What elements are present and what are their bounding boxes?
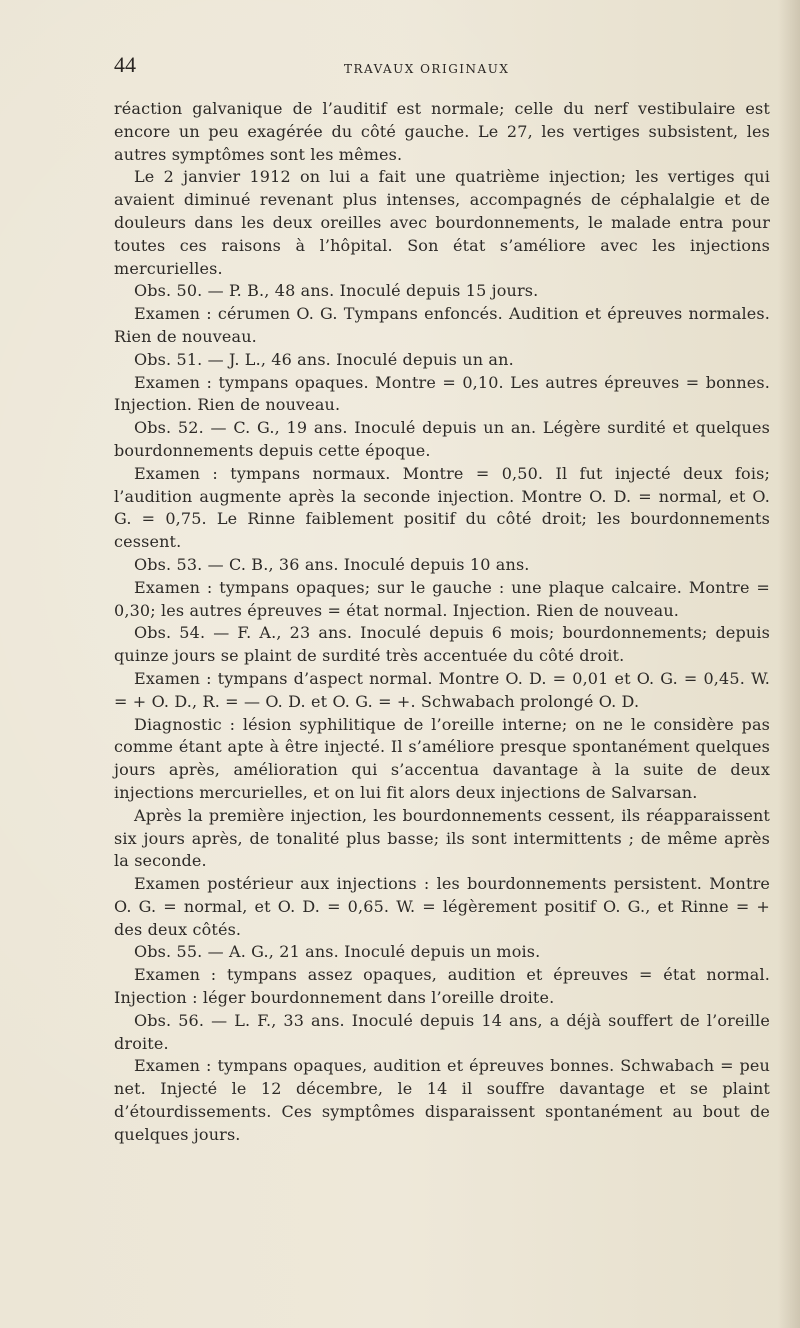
observation-heading: Obs. 55. — A. G., 21 ans. Inoculé depuis un mois. xyxy=(134,942,541,962)
paragraph: Après la première injection, les bourdonnements cessent, ils réapparaissent six jours après, de tonalité plus basse; ils sont intermittents ; de même après la seconde. xyxy=(114,805,770,871)
observation-heading: Obs. 52. — C. G., 19 ans. Inoculé depuis un an. Légère surdité et quelques bourdonnements depuis cette époque. xyxy=(114,418,770,460)
page-number: 44 xyxy=(114,52,136,77)
paragraph: Examen : tympans assez opaques, audition et épreuves = état normal. Injection : léger bourdonnement dans l’oreille droite. xyxy=(114,965,770,1008)
paragraph: Le 2 janvier 1912 on lui a fait une quatrième injection; les vertiges qui avaient diminué revenant plus intenses, accompagnés de céphalalgie et de douleurs dans les deux oreilles avec bourdonnements, le malade entra pour toutes ces raisons à l’hôpital. Son état s’améliore avec les injections mercurielles. xyxy=(114,167,770,278)
paragraph: Examen : tympans opaques, audition et épreuves bonnes. Schwabach = peu net. Injecté le 12 décembre, le 14 il souffre davantage et se plaint d’étourdissements. Ces symptômes disparaissent spontanément au bout de quelques jours. xyxy=(114,1056,770,1144)
observation-heading: Obs. 51. — J. L., 46 ans. Inoculé depuis un an. xyxy=(134,349,514,369)
page-edge-shadow xyxy=(778,0,800,1328)
running-head: TRAVAUX ORIGINAUX xyxy=(344,62,510,76)
body-text xyxy=(114,98,770,1147)
paragraph: Examen postérieur aux injections : les bourdonnements persistent. Montre O. G. = normal, et O. D. = 0,65. W. = légèrement positif O. G., et Rinne = + des deux côtés. xyxy=(114,874,770,939)
observation-heading: Obs. 56. — L. F., 33 ans. Inoculé depuis 14 ans, a déjà souffert de l’oreille droite. xyxy=(114,1010,770,1053)
paragraph: Examen : tympans opaques; sur le gauche : une plaque calcaire. Montre = 0,30; les autres épreuves = état normal. Injection. Rien de nouveau. xyxy=(114,577,770,620)
paragraph: réaction galvanique de l’auditif est normale; celle du nerf vestibulaire est encore un peu exagérée du côté gauche. Le 27, les vertiges subsistent, les autres symptômes sont les mêmes. xyxy=(114,99,770,164)
paragraph: Examen : tympans opaques. Montre = 0,10. Les autres épreuves = bonnes. Injection. Rien de nouveau. xyxy=(114,372,770,415)
paragraph: Diagnostic : lésion syphilitique de l’oreille interne; on ne le considère pas comme étant apte à être injecté. Il s’améliore presque spontanément quelques jours après, amélioration qui s’accentua davantage à la suite de deux injections mercurielles, et on lui fit alors deux injections de Salvarsan. xyxy=(114,714,770,802)
observation-heading: Obs. 54. — F. A., 23 ans. Inoculé depuis 6 mois; bourdonnements; depuis quinze jours se plaint de surdité très accentuée du côté droit. xyxy=(114,623,770,666)
observation-heading: Obs. 53. — C. B., 36 ans. Inoculé depuis 10 ans. xyxy=(134,554,530,574)
paragraph: Examen : cérumen O. G. Tympans enfoncés. Audition et épreuves normales. Rien de nouveau. xyxy=(114,304,770,346)
page-header xyxy=(114,52,770,82)
paragraph: Examen : tympans normaux. Montre = 0,50. Il fut injecté deux fois; l’audition augmente après la seconde injection. Montre O. D. = normal, et O. G. = 0,75. Le Rinne faiblement positif du côté droit; les bourdonnements cessent. xyxy=(114,463,770,552)
observation-heading: Obs. 50. — P. B., 48 ans. Inoculé depuis 15 jours. xyxy=(134,281,539,301)
paragraph: Examen : tympans d’aspect normal. Montre O. D. = 0,01 et O. G. = 0,45. W. = + O. D., R. = — O. D. et O. G. = +. Schwabach prolongé O. D. xyxy=(114,668,770,711)
